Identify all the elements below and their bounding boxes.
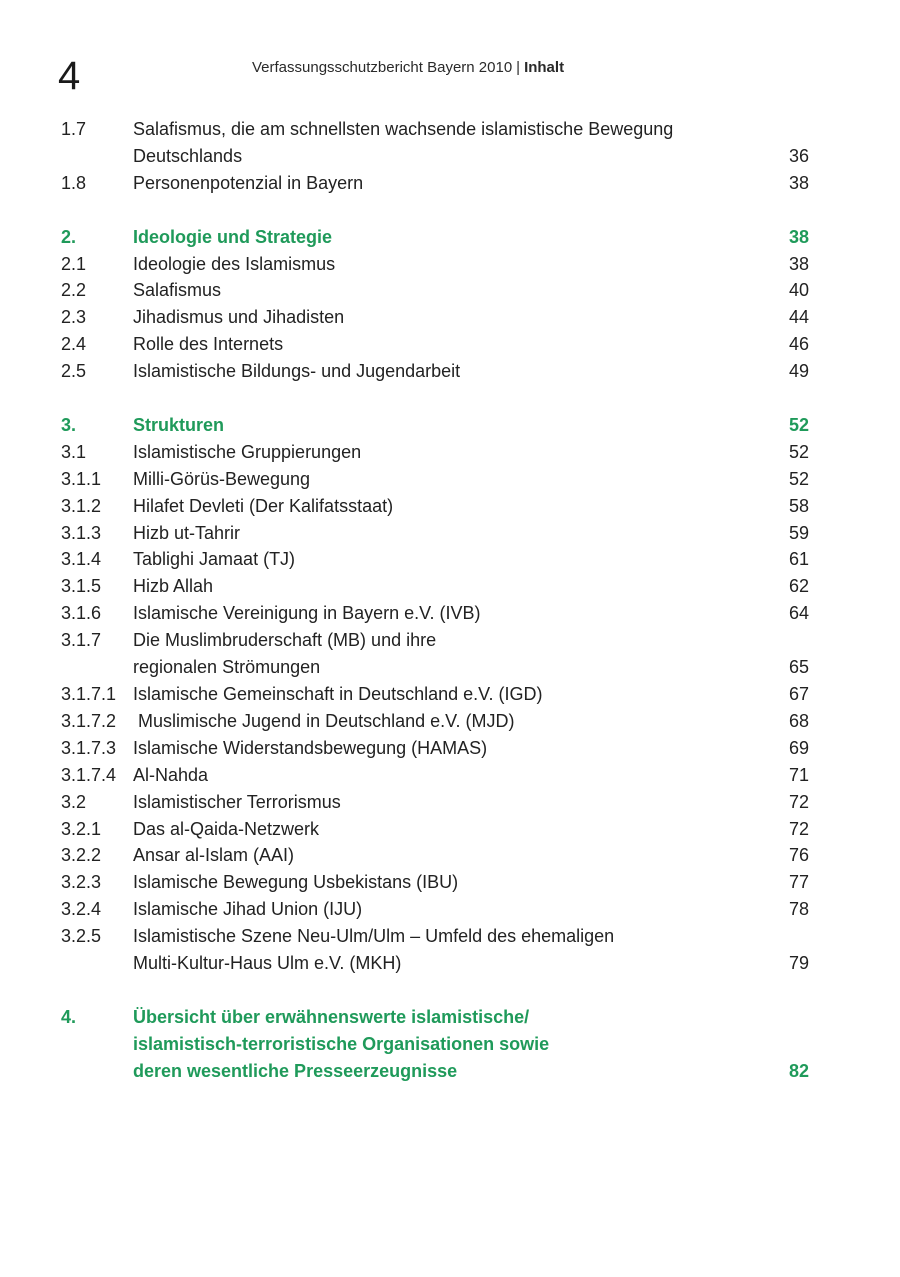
toc-entry-title-line: Ideologie und Strategie [133, 226, 333, 247]
toc-entry[interactable] [61, 331, 809, 358]
toc-entry-number: 3.2 [61, 791, 87, 812]
toc-entry-title-line: Islamische Vereinigung in Bayern e.V. (IVB) [133, 603, 481, 624]
toc-entry-page: 61 [788, 549, 809, 570]
toc-entry-title [133, 304, 761, 331]
toc-entry[interactable] [61, 573, 809, 600]
toc-entry-page: 76 [788, 845, 809, 866]
toc-entry[interactable] [61, 277, 809, 304]
toc-entry-title [133, 842, 761, 869]
toc-entry[interactable] [61, 170, 809, 197]
toc-entry[interactable] [61, 116, 809, 170]
toc-entry-number: 3.1.7.2 [61, 710, 117, 731]
toc-entry-title-line: Ideologie des Islamismus [133, 253, 336, 274]
toc-entry-title-line: Multi-Kultur-Haus Ulm e.V. (MKH) [133, 953, 402, 974]
toc-entry-number: 2.3 [61, 307, 87, 328]
toc-entry-number: 3.1.4 [61, 549, 102, 570]
toc-entry-number: 2.2 [61, 280, 87, 301]
toc-entry-page: 78 [788, 899, 809, 920]
toc-entry-number: 3.1.1 [61, 468, 102, 489]
toc-entry-title-line: Islamische Gemeinschaft in Deutschland e.V. (IGD) [133, 684, 543, 704]
toc-entry-title [133, 869, 761, 896]
toc-entry-number: 2.4 [61, 334, 87, 355]
toc-entry-title-line: Tablighi Jamaat (TJ) [133, 549, 296, 570]
toc-entry-title-line: Deutschlands [133, 145, 243, 166]
toc-entry-number: 3.2.2 [61, 845, 102, 866]
toc-entry-title-line: Islamistische Szene Neu-Ulm/Ulm – Umfeld des ehemaligen [133, 926, 615, 947]
toc-entry-title-line: Das al-Qaida-Netzwerk [133, 818, 320, 839]
toc-entry-title [133, 789, 761, 816]
toc-entry-number: 2.1 [61, 253, 87, 274]
toc-entry-title-line: Die Muslimbruderschaft (MB) und ihre [133, 630, 437, 651]
toc-spacer [61, 385, 809, 412]
toc-entry-title [133, 573, 761, 600]
toc-entry-number: 3.1.7.1 [61, 684, 117, 704]
toc-entry-page: 77 [788, 872, 809, 893]
toc-entry-title [133, 520, 761, 547]
toc-entry-page: 65 [788, 657, 809, 678]
toc-entry-page: 52 [788, 414, 809, 435]
toc-entry[interactable] [61, 842, 809, 869]
toc-entry-page: 52 [788, 441, 809, 462]
toc-entry-page: 72 [788, 791, 809, 812]
toc-entry-page: 67 [788, 684, 809, 704]
toc-entry[interactable] [61, 546, 809, 573]
toc-entry-page: 79 [788, 953, 809, 974]
toc-entry-title [133, 546, 761, 573]
toc-entry-title [133, 277, 761, 304]
toc-entry-number: 3.1.3 [61, 522, 102, 543]
toc-entry-number: 2. [61, 226, 77, 247]
toc-entry-title-line: Ansar al-Islam (AAI) [133, 845, 295, 866]
toc-entry-number: 1.8 [61, 172, 87, 193]
running-header [252, 58, 564, 78]
toc-entry[interactable] [61, 708, 809, 735]
toc-entry-number: 3.2.3 [61, 872, 102, 893]
toc-entry-page: 38 [788, 172, 809, 193]
toc-entry-number: 3. [61, 414, 77, 435]
toc-entry-title [133, 224, 761, 251]
toc-entry[interactable] [61, 896, 809, 923]
toc-entry-title [133, 600, 761, 627]
toc-section-heading[interactable] [61, 412, 809, 439]
toc-entry-number: 2.5 [61, 361, 87, 382]
toc-entry-page: 49 [788, 361, 809, 382]
toc-entry-title-line: regionalen Strömungen [133, 657, 321, 678]
toc-entry-title-line: Strukturen [133, 414, 225, 435]
toc-entry-title [133, 762, 761, 789]
toc-entry-number: 3.1.5 [61, 576, 102, 597]
toc-entry-title [133, 116, 761, 170]
toc-entry-title [133, 1004, 761, 1085]
toc-entry-title [133, 331, 761, 358]
toc-entry-number: 3.1.7.3 [61, 737, 117, 758]
toc-entry[interactable] [61, 762, 809, 789]
toc-entry-title-line: Milli-Görüs-Bewegung [133, 468, 311, 489]
toc-entry-title [133, 735, 761, 762]
toc-entry-page: 38 [788, 226, 809, 247]
toc-entry-page: 62 [788, 576, 809, 597]
toc-spacer [61, 977, 809, 1004]
toc-entry-title [133, 896, 761, 923]
toc-entry-title-line: Islamische Widerstandsbewegung (HAMAS) [133, 737, 488, 758]
toc-entry-title-line: Al-Nahda [133, 764, 209, 785]
toc-entry-title [133, 627, 761, 681]
toc-entry-title-line: Salafismus, die am schnellsten wachsende islamistische Bewegung [133, 119, 674, 139]
toc-entry[interactable] [61, 358, 809, 385]
toc-entry[interactable] [61, 735, 809, 762]
header-separator: | [516, 59, 521, 76]
toc-entry-title-line: Islamische Bewegung Usbekistans (IBU) [133, 872, 459, 893]
toc-entry[interactable] [61, 816, 809, 843]
toc-entry-number: 1.7 [61, 119, 87, 139]
toc-entry-title-line: Islamistischer Terrorismus [133, 791, 341, 812]
toc-entry[interactable] [61, 789, 809, 816]
toc-entry-title [133, 170, 761, 197]
section-title: Inhalt [524, 59, 565, 76]
toc-entry-title [133, 681, 761, 708]
toc-entry-title [133, 708, 761, 735]
toc-entry-number: 3.1.7.4 [61, 764, 117, 785]
toc-entry-page: 72 [788, 818, 809, 839]
toc-entry[interactable] [61, 600, 809, 627]
toc-entry-page: 71 [788, 764, 809, 785]
toc-entry-title-line: Muslimische Jugend in Deutschland e.V. (MJD) [133, 710, 515, 731]
toc-entry-title [133, 816, 761, 843]
toc-entry-title-line: Islamistische Bildungs- und Jugendarbeit [133, 361, 461, 382]
toc-entry-title [133, 412, 761, 439]
toc-entry-title [133, 358, 761, 385]
toc-entry-title [133, 251, 761, 278]
toc-entry[interactable] [61, 681, 809, 708]
toc-entry-number: 3.2.5 [61, 926, 102, 947]
toc-entry-number: 4. [61, 1006, 77, 1027]
toc-entry-page: 38 [788, 253, 809, 274]
toc-entry[interactable] [61, 304, 809, 331]
toc-entry-number: 3.1.2 [61, 495, 102, 516]
toc-section-heading[interactable] [61, 224, 809, 251]
toc-entry-title-line: Übersicht über erwähnenswerte islamistische/ [133, 1006, 530, 1027]
toc-entry[interactable] [61, 251, 809, 278]
toc-entry-title [133, 466, 761, 493]
publication-title: Verfassungsschutzbericht Bayern 2010 [252, 59, 513, 76]
toc-entry-title-line: islamistisch-terroristische Organisationen sowie [133, 1033, 550, 1054]
toc-entry-page: 52 [788, 468, 809, 489]
toc-entry-page: 40 [788, 280, 809, 301]
toc-entry-title-line: Salafismus [133, 280, 222, 301]
toc-entry-page: 68 [788, 710, 809, 731]
toc-entry-page: 69 [788, 737, 809, 758]
toc-entry[interactable] [61, 627, 809, 681]
toc-entry-page: 58 [788, 495, 809, 516]
toc-entry[interactable] [61, 466, 809, 493]
toc-entry-number: 3.1 [61, 441, 87, 462]
toc-entry[interactable] [61, 520, 809, 547]
toc-entry-number: 3.2.1 [61, 818, 102, 839]
toc-entry-title-line: Jihadismus und Jihadisten [133, 307, 345, 328]
toc-entry-number: 3.1.7 [61, 630, 102, 651]
toc-entry-title-line: Islamistische Gruppierungen [133, 441, 362, 462]
table-of-contents [61, 116, 809, 1085]
toc-entry-page: 82 [788, 1060, 809, 1081]
toc-entry[interactable] [61, 439, 809, 466]
toc-entry-title [133, 493, 761, 520]
toc-section-heading[interactable] [61, 1004, 809, 1085]
toc-spacer [61, 197, 809, 224]
toc-entry[interactable] [61, 493, 809, 520]
toc-entry-title-line: Hilafet Devleti (Der Kalifatsstaat) [133, 495, 394, 516]
toc-entry-title [133, 439, 761, 466]
toc-entry-title-line: Hizb Allah [133, 576, 214, 597]
toc-entry[interactable] [61, 869, 809, 896]
toc-entry-page: 46 [788, 334, 809, 355]
toc-entry-title-line: Hizb ut-Tahrir [133, 522, 241, 543]
toc-entry-title-line: Personenpotenzial in Bayern [133, 172, 364, 193]
toc-entry[interactable] [61, 923, 809, 977]
toc-entry-number: 3.1.6 [61, 603, 102, 624]
toc-entry-page: 36 [788, 145, 809, 166]
toc-entry-title-line: deren wesentliche Presseerzeugnisse [133, 1060, 458, 1081]
toc-entry-title-line: Rolle des Internets [133, 334, 284, 355]
toc-entry-title-line: Islamische Jihad Union (IJU) [133, 899, 363, 920]
toc-entry-page: 64 [788, 603, 809, 624]
page-number: 4 [58, 54, 81, 98]
toc-entry-title [133, 923, 761, 977]
toc-entry-page: 44 [788, 307, 809, 328]
toc-entry-page: 59 [788, 522, 809, 543]
toc-entry-number: 3.2.4 [61, 899, 102, 920]
